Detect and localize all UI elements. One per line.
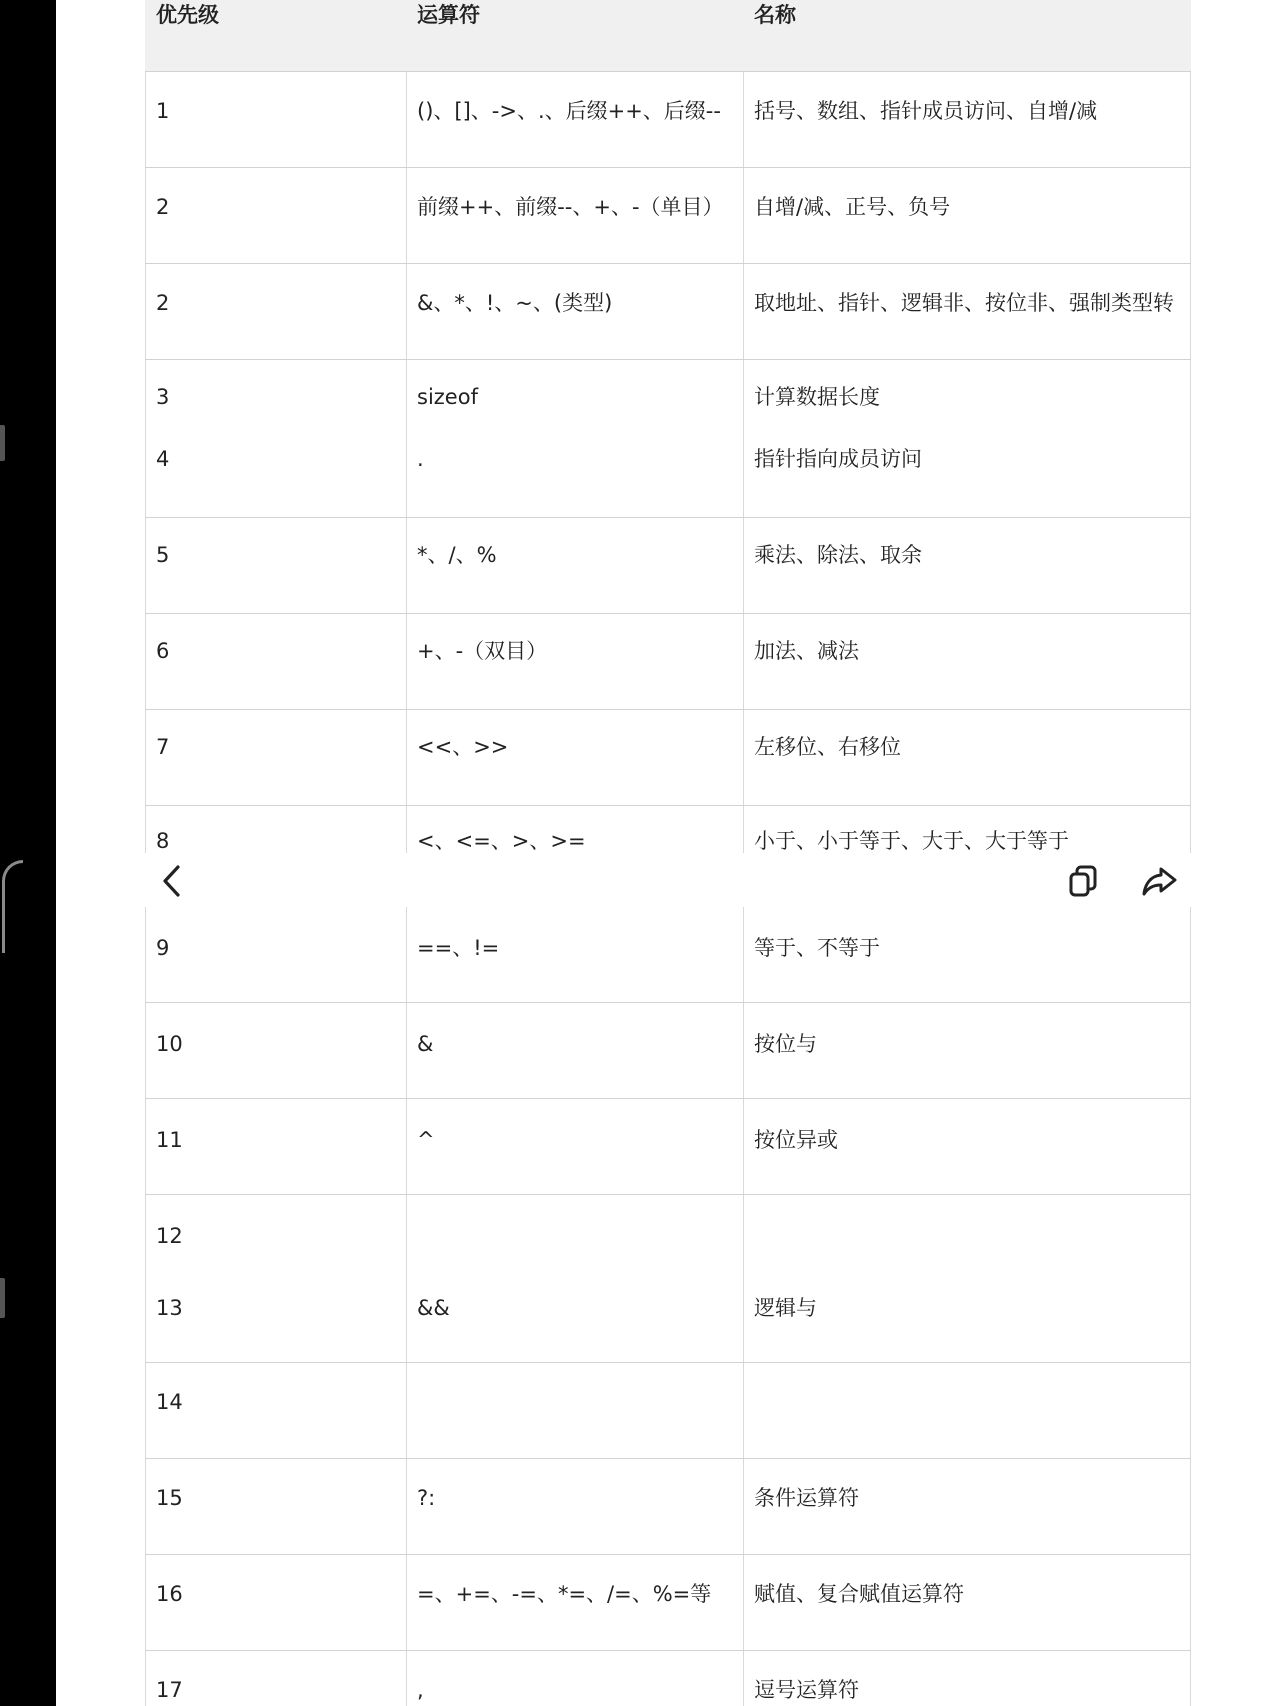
- table-row: [145, 264, 1191, 360]
- cell-priority: 3: [156, 385, 170, 409]
- cell-name: 逗号运算符: [754, 1678, 859, 1702]
- cell-operator: &: [417, 1032, 434, 1056]
- cell-priority: 13: [156, 1296, 183, 1320]
- share-icon: [1139, 886, 1179, 905]
- bezel-mark: [0, 425, 5, 461]
- cell-operator: =、+=、-=、*=、/=、%=等: [417, 1582, 712, 1606]
- cell-name: 逻辑与: [754, 1296, 817, 1320]
- cell-priority: 17: [156, 1678, 183, 1702]
- table-row: [145, 1363, 1191, 1459]
- cell-priority: 1: [156, 99, 170, 123]
- table-row: [145, 1459, 1191, 1555]
- cell-name: 取地址、指针、逻辑非、按位非、强制类型转: [754, 291, 1174, 315]
- table-row: [145, 1003, 1191, 1099]
- cell-priority: 12: [156, 1224, 183, 1248]
- table-row: [145, 1555, 1191, 1651]
- cell-name: 按位异或: [754, 1128, 838, 1152]
- table-row: [145, 1651, 1191, 1706]
- table-header-row: [145, 0, 1191, 72]
- cell-name: 乘法、除法、取余: [754, 543, 922, 567]
- cell-name: 自增/减、正号、负号: [754, 195, 951, 219]
- cell-operator: &&: [417, 1296, 450, 1320]
- table-row: [145, 518, 1191, 614]
- cell-name: 加法、减法: [754, 639, 859, 663]
- copy-button[interactable]: [1063, 861, 1103, 901]
- table-row: [145, 710, 1191, 806]
- cell-operator: ==、!=: [417, 936, 500, 960]
- cell-operator: +、-（双目）: [417, 639, 548, 663]
- cell-name: 赋值、复合赋值运算符: [754, 1582, 964, 1606]
- table-row: [145, 168, 1191, 264]
- cell-priority: 2: [156, 291, 170, 315]
- table-row: [145, 1099, 1191, 1195]
- cell-name: 左移位、右移位: [754, 735, 901, 759]
- cell-priority: 9: [156, 936, 170, 960]
- cell-priority: 15: [156, 1486, 183, 1510]
- copy-icon: [1063, 886, 1103, 905]
- image-viewer-toolbar: [145, 853, 1191, 907]
- cell-operator: ,: [417, 1678, 424, 1702]
- cell-priority: 10: [156, 1032, 183, 1056]
- cell-name: 按位与: [754, 1032, 817, 1056]
- share-button[interactable]: [1139, 861, 1179, 901]
- cell-operator: <、<=、>、>=: [417, 829, 586, 853]
- cell-priority: 11: [156, 1128, 183, 1152]
- cell-name: 计算数据长度: [754, 385, 880, 409]
- cell-priority: 5: [156, 543, 170, 567]
- cell-name: 小于、小于等于、大于、大于等于: [754, 829, 1069, 853]
- back-button[interactable]: [153, 861, 193, 901]
- cell-operator: ()、[]、->、.、后缀++、后缀--: [417, 99, 721, 123]
- table-row: [145, 72, 1191, 168]
- cell-priority: 14: [156, 1390, 183, 1414]
- bezel-mark: [0, 1278, 5, 1318]
- cell-operator: ^: [417, 1128, 435, 1152]
- cell-operator: <<、>>: [417, 735, 509, 759]
- cell-operator: *、/、%: [417, 543, 497, 567]
- cell-priority: 7: [156, 735, 170, 759]
- cell-priority: 4: [156, 447, 170, 471]
- cell-operator: 前缀++、前缀--、+、-（单目）: [417, 195, 724, 219]
- cell-operator: sizeof: [417, 385, 478, 409]
- device-bezel: [0, 0, 56, 1706]
- cell-name: 条件运算符: [754, 1486, 859, 1510]
- cell-priority: 8: [156, 829, 170, 853]
- cell-name: 等于、不等于: [754, 936, 880, 960]
- cell-priority: 6: [156, 639, 170, 663]
- chevron-left-icon: [153, 886, 193, 905]
- cell-priority: 2: [156, 195, 170, 219]
- header-priority: 优先级: [156, 3, 219, 27]
- cell-operator: .: [417, 447, 424, 471]
- bezel-edge: [2, 860, 23, 953]
- table-row: [145, 360, 1191, 518]
- header-operator: 运算符: [417, 3, 480, 27]
- cell-operator: &、*、!、~、(类型): [417, 291, 613, 315]
- cell-priority: 16: [156, 1582, 183, 1606]
- cell-operator: ?:: [417, 1486, 436, 1510]
- cell-name: 指针指向成员访问: [754, 447, 922, 471]
- table-row: [145, 907, 1191, 1003]
- header-name: 名称: [754, 3, 796, 27]
- table-row: [145, 614, 1191, 710]
- table-row: [145, 1195, 1191, 1363]
- cell-name: 括号、数组、指针成员访问、自增/减: [754, 99, 1098, 123]
